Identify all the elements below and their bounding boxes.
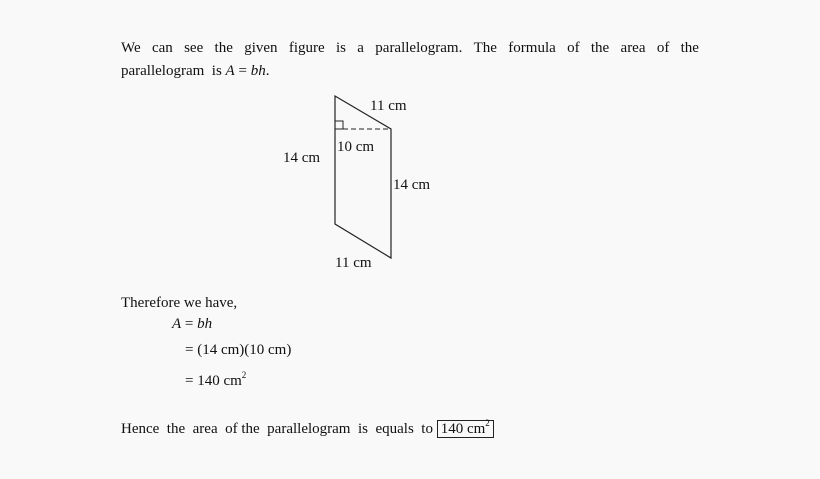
- intro-word: figure: [288, 40, 325, 56]
- intro-word: We: [121, 40, 141, 56]
- intro-word: of: [656, 40, 670, 56]
- answer-box: [437, 420, 494, 438]
- intro-word: formula: [508, 40, 556, 56]
- step-3: [185, 370, 246, 390]
- conclusion-text: Hence the area of the parallelogram is equals to: [121, 421, 433, 437]
- intro-word: given: [244, 40, 278, 56]
- formula-rhs: bh: [250, 63, 266, 79]
- therefore-text: Therefore we have,: [121, 295, 238, 311]
- step-3-text: = 140 cm: [185, 373, 242, 389]
- intro-word: area: [620, 40, 646, 56]
- conclusion: [121, 418, 494, 438]
- intro-word: is: [335, 40, 346, 56]
- intro-word: the: [590, 40, 610, 56]
- intro-word: the: [680, 40, 699, 56]
- label-bottom-side: 11 cm: [335, 255, 372, 271]
- intro-word: of: [567, 40, 580, 56]
- label-right-side: 14 cm: [393, 177, 431, 193]
- answer-exponent: 2: [485, 418, 490, 428]
- label-left-side: 14 cm: [283, 150, 321, 166]
- intro-line-2-text: parallelogram is: [121, 63, 222, 79]
- step-1-eq: =: [181, 316, 198, 332]
- formula-lhs: A: [225, 63, 235, 79]
- label-top-side: 11 cm: [370, 98, 407, 114]
- label-height: 10 cm: [337, 139, 375, 155]
- right-angle-marker: [335, 121, 343, 129]
- step-1: [172, 316, 212, 333]
- parallelogram-shape: [335, 96, 391, 258]
- step-1-rhs: bh: [197, 316, 213, 332]
- intro-word: see: [184, 40, 204, 56]
- step-2: = (14 cm)(10 cm): [185, 342, 292, 358]
- step-1-lhs: A: [172, 316, 182, 332]
- intro-word: parallelogram.: [375, 40, 463, 56]
- step-3-exponent: 2: [241, 370, 247, 380]
- formula-eq: =: [234, 63, 251, 79]
- answer-value: 140 cm: [440, 421, 486, 437]
- intro-word: the: [214, 40, 233, 56]
- formula-end: .: [265, 63, 270, 79]
- intro-word: The: [473, 40, 497, 56]
- intro-word: a: [357, 40, 364, 56]
- intro-word: can: [151, 40, 173, 56]
